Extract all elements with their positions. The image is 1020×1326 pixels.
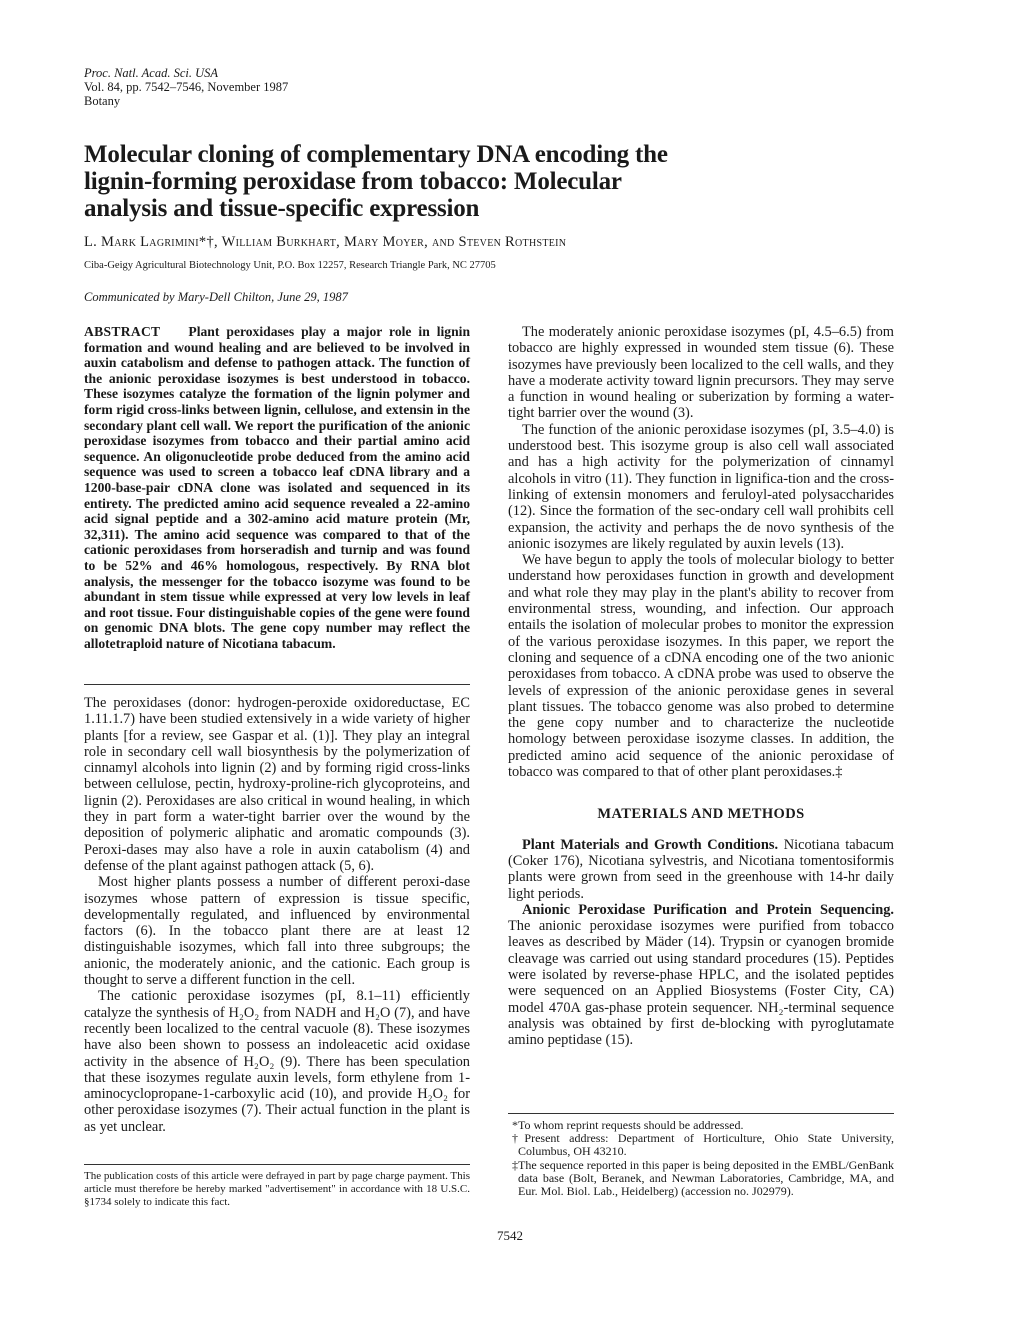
methods-subhead-2: Anionic Peroxidase Purification and Protein Sequencing. <box>522 901 894 918</box>
title-line-2: lignin-forming peroxidase from tobacco: Molecular <box>84 168 622 195</box>
methods-subhead-1: Plant Materials and Growth Conditions. <box>522 836 779 853</box>
communicated-by: Communicated by Mary-Dell Chilton, June 29, 1987 <box>84 290 348 304</box>
footnote-dagger: †Present address: Department of Horticulture, Ohio State University, Columbus, OH 43210. <box>512 1131 894 1159</box>
footnote-ddagger: ‡The sequence reported in this paper is being deposited in the EMBL/GenBank data base (Bolt, Beranek, and Newman Laboratories, Cambridge, MA, and Eur. Mol. Biol. Lab., Heidelberg) (accession no. J02979). <box>512 1157 894 1199</box>
introduction-left <box>84 695 470 1135</box>
authors-text: L. Mark Lagrimini*†, William Burkhart, Mary Moyer, and Steven Rothstein <box>84 234 567 250</box>
abstract-divider <box>84 684 470 685</box>
page-number: 7542 <box>497 1228 523 1243</box>
footnote-divider-left <box>84 1164 470 1165</box>
methods-text-1: Nicotiana tabacum (Coker 176), Nicotiana sylvestris, and Nicotiana tomentosiformis plants were grown from seed in the greenhouse with 14-hr daily light periods. <box>508 836 895 902</box>
intro-paragraph-6: We have begun to apply the tools of molecular biology to better understand how peroxidases function in growth and development and what role they may play in the plant's ability to recover from environmental stress, wounding, and infection. Our approach entails the isolation of molecular probes to monitor the expression of the various peroxidase isozymes. In this paper, we report the cloning and sequence of a cDNA encoding one of the two anionic peroxidases from tobacco. A cDNA probe was used to observe the levels of expression of the anionic peroxidase genes in several plant tissues. The tobacco genome was also probed to determine the gene copy number and to characterize the nucleotide homology between peroxidase isozyme classes. In addition, the predicted amino acid sequence of the anionic peroxidase of tobacco was compared to that of other plant peroxidases.‡ <box>508 552 894 781</box>
intro-paragraph-5: The function of the anionic peroxidase isozymes (pI, 3.5–4.0) is understood best. This isozyme group is also cell wall associated and has a high activity for the polymerization of cinnamyl alcohols in vitro (11). They function in lignifica-tion and the cross-linking of extensin monomers and feruloyl-ated polysaccharides (12). Since the formation of the sec-ondary cell wall prohibits cell expansion, the activity and perhaps the de novo synthesis of the anionic isozymes are likely regulated by auxin levels (13). <box>508 421 894 552</box>
intro-paragraph-4: The moderately anionic peroxidase isozymes (pI, 4.5–6.5) from tobacco are highly expressed in wounded stem tissue (6). These isozymes have previously been localized to the cell walls, and they have a moderate activity toward lignin precursors. They may serve a function in wound healing or suberization by forming a water-tight barrier over the wound (3). <box>508 324 894 422</box>
methods-text-2: The anionic peroxidase isozymes were purified from tobacco leaves as described by Mäder (14). Trypsin or cyanogen bromide cleavage was carried out using standard procedures (15). Peptides were isolated by reverse-phase HPLC, and the isolated peptides were sequenced on an Applied Biosystems (Foster City, CA) model 470A gas-phase protein sequencer. NH₂-terminal sequence analysis was obtained by first de-blocking with pyroglutamate amino peptidase (15). <box>508 918 894 1049</box>
methods-heading: MATERIALS AND METHODS <box>597 806 805 823</box>
journal-header <box>84 66 288 108</box>
methods-paragraph-2 <box>508 902 894 1049</box>
journal-name: Proc. Natl. Acad. Sci. USA <box>84 66 219 80</box>
journal-section: Botany <box>84 94 121 108</box>
title-line-1: Molecular cloning of complementary DNA encoding the <box>84 141 668 168</box>
intro-paragraph-1: The peroxidases (donor: hydrogen-peroxide oxidoreductase, EC 1.11.1.7) have been studied extensively in a wide variety of higher plants [for a review, see Gaspar et al. (1)]. They play an integral role in secondary cell wall biosynthesis by the polymerization of cinnamyl alcohols into lignin (2) and by forming rigid cross-links between cellulose, pectin, hydroxy-proline-rich glycoproteins, and lignin (2). Peroxidases are also critical in wound healing, in which they in part form a water-tight barrier over the wound by the deposition of polymeric aliphatic and aromatic compounds (3). Peroxi-dases may also have a role in auxin catabolism (4) and defense of the plant against pathogen attack (5, 6). <box>84 695 470 874</box>
author-list <box>84 234 566 251</box>
title-line-3: analysis and tissue-specific expression <box>84 195 480 222</box>
affiliation: Ciba-Geigy Agricultural Biotechnology Unit, P.O. Box 12257, Research Triangle Park, NC 27705 <box>84 260 496 271</box>
publication-cost-note: The publication costs of this article were defrayed in part by page charge payment. This article must therefore be hereby marked "advertisement" in accordance with 18 U.S.C. §1734 solely to indicate this fact. <box>84 1170 470 1208</box>
methods-paragraph-1 <box>508 837 894 902</box>
footnotes <box>508 1119 894 1198</box>
abstract <box>84 324 470 651</box>
abstract-heading: ABSTRACT <box>84 324 161 339</box>
abstract-text: Plant peroxidases play a major role in lignin formation and wound healing and are believed to be involved in auxin catabolism and defense to pathogen attack. The function of the anionic peroxidase isozymes is best understood in tobacco. These isozymes catalyze the formation of the lignin polymer and form rigid cross-links between lignin, cellulose, and extensin in the secondary plant cell wall. We report the purification of the anionic peroxidase isozymes from tobacco and their partial amino acid sequence. An oligonucleotide probe deduced from the amino acid sequence was used to screen a tobacco leaf cDNA library and a 1200-base-pair cDNA clone was isolated and sequenced in its entirety. The predicted amino acid sequence revealed a 22-amino acid signal peptide and a 302-amino acid mature protein (Mr, 32,311). The amino acid sequence was compared to that of the cationic peroxidases from horseradish and turnip and was found to be 52% and 46% homologous, respectively. By RNA blot analysis, the messenger for the tobacco isozyme was found to be abundant in stem tissue while expressed at very low levels in leaf and root tissue. Four distinguishable copies of the gene were found on genomic DNA blots. The gene copy number may reflect the allotetraploid nature of Nicotiana tabacum. <box>84 324 471 651</box>
footnote-star: *To whom reprint requests should be addressed. <box>512 1118 744 1132</box>
paper-title <box>84 141 924 222</box>
footnote-divider-right <box>508 1113 894 1114</box>
journal-volume: Vol. 84, pp. 7542–7546, November 1987 <box>84 80 289 94</box>
introduction-right <box>508 324 894 1048</box>
intro-paragraph-3: The cationic peroxidase isozymes (pI, 8.1–11) efficiently catalyze the synthesis of H₂O₂ from NADH and H₂O (7), and have recently been localized to the central vacuole (8). These isozymes have also been shown to possess an indoleacetic acid oxidase activity in the absence of H₂O₂ (9). There has been speculation that these isozymes regulate auxin levels, form ethylene from 1-aminocyclopropane-1-carboxylic acid (10), and provide H₂O₂ for other peroxidase isozymes (7). Their actual function in the plant is as yet unclear. <box>84 988 470 1135</box>
intro-paragraph-2: Most higher plants possess a number of different peroxi-dase isozymes whose pattern of expression is tissue specific, developmentally regulated, and influenced by environmental factors (6). In the tobacco plant there are at least 12 distinguishable isozymes, which fall into three subgroups; the anionic, the moderately anionic, and the cationic. Each group is thought to serve a different function in the cell. <box>84 874 470 989</box>
